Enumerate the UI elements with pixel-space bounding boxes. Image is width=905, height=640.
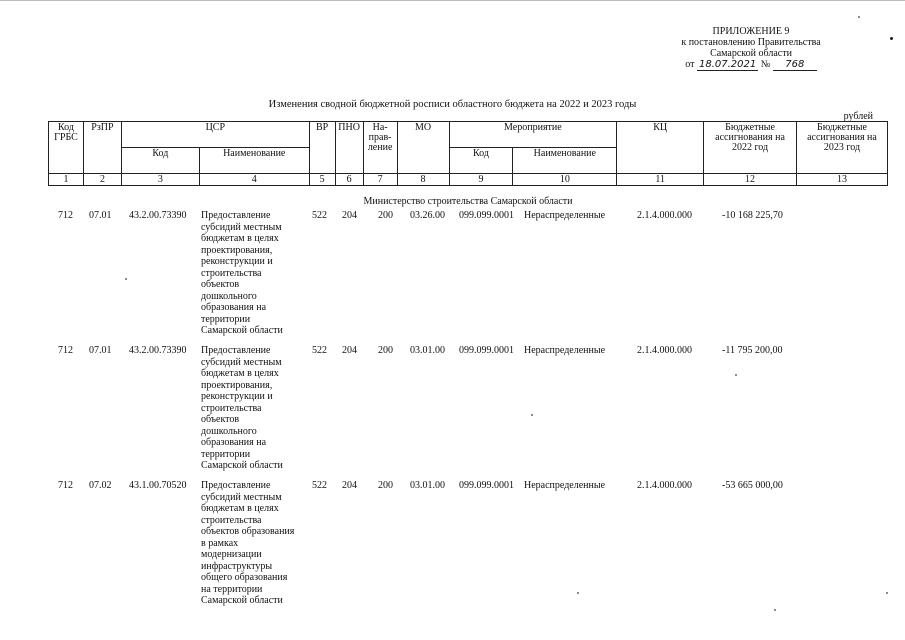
scan-speck [735, 374, 737, 376]
cell-mo: 03.01.00 [410, 345, 445, 356]
scan-speck [774, 609, 776, 611]
cell-pno: 204 [342, 480, 357, 491]
cell-grbs: 712 [58, 480, 73, 491]
table-header [48, 121, 888, 186]
header-direction: На-прав-ление [363, 122, 397, 174]
scan-speck [886, 592, 888, 594]
document-title: Изменения сводной бюджетной росписи областного бюджета на 2022 и 2023 годы [268, 99, 637, 110]
col-num: 1 [49, 174, 84, 186]
header-mo: МО [397, 122, 449, 174]
appendix-date: 18.07.2021 [698, 59, 757, 70]
cell-grbs: 712 [58, 345, 73, 356]
cell-csr-code: 43.2.00.73390 [129, 345, 187, 356]
appendix-region: Самарской области [710, 48, 792, 59]
cell-event-code: 099.099.0001 [459, 480, 514, 491]
cell-event-name: Нераспределенные [524, 480, 606, 491]
col-num: 13 [796, 174, 887, 186]
cell-csr-name: Предоставление субсидий местным бюджетам в целях проектирования, реконструкции и строительства объектов дошкольного образования на территории Самарской области [201, 345, 283, 471]
col-num: 7 [363, 174, 397, 186]
cell-direction: 200 [378, 345, 393, 356]
cell-csr-code: 43.1.00.70520 [129, 480, 187, 491]
col-num: 3 [121, 174, 199, 186]
cell-alloc-2022: -53 665 000,00 [722, 480, 783, 491]
cell-csr-name: Предоставление субсидий местным бюджетам в целях проектирования, реконструкции и строительства объектов дошкольного образования на территории Самарской области [201, 210, 283, 336]
cell-direction: 200 [378, 210, 393, 221]
header-csr-name: Наименование [199, 148, 309, 174]
header-kc: КЦ [617, 122, 704, 174]
col-num: 12 [704, 174, 797, 186]
cell-grbs: 712 [58, 210, 73, 221]
header-pno: ПНО [335, 122, 363, 174]
cell-rzpr: 07.01 [89, 210, 112, 221]
col-num: 8 [397, 174, 449, 186]
ministry-heading: Министерство строительства Самарской области [363, 196, 573, 207]
header-rzpr: РзПР [83, 122, 121, 174]
scan-speck [858, 16, 860, 18]
cell-event-name: Нераспределенные [524, 345, 606, 356]
appendix-from-label: от [685, 59, 695, 70]
header-grbs: Код ГРБС [49, 122, 84, 174]
appendix-number-label: № [760, 59, 771, 70]
cell-kc: 2.1.4.000.000 [637, 480, 692, 491]
col-num: 4 [199, 174, 309, 186]
col-num: 6 [335, 174, 363, 186]
cell-kc: 2.1.4.000.000 [637, 210, 692, 221]
cell-alloc-2022: -10 168 225,70 [722, 210, 783, 221]
cell-vr: 522 [312, 210, 327, 221]
header-event: Мероприятие [449, 122, 617, 148]
header-vr: ВР [309, 122, 335, 174]
units-label: рублей [843, 111, 873, 122]
cell-csr-code: 43.2.00.73390 [129, 210, 187, 221]
scan-speck [890, 37, 893, 40]
col-num: 10 [513, 174, 617, 186]
appendix-block [661, 26, 841, 71]
col-num: 2 [83, 174, 121, 186]
header-event-name: Наименование [513, 148, 617, 174]
cell-pno: 204 [342, 345, 357, 356]
cell-pno: 204 [342, 210, 357, 221]
scan-speck [577, 592, 579, 594]
col-num: 9 [449, 174, 513, 186]
appendix-date-line [661, 59, 841, 71]
cell-direction: 200 [378, 480, 393, 491]
header-event-code: Код [449, 148, 513, 174]
cell-kc: 2.1.4.000.000 [637, 345, 692, 356]
scan-speck [125, 278, 127, 280]
cell-rzpr: 07.01 [89, 345, 112, 356]
cell-rzpr: 07.02 [89, 480, 112, 491]
cell-event-code: 099.099.0001 [459, 210, 514, 221]
cell-alloc-2022: -11 795 200,00 [722, 345, 783, 356]
cell-vr: 522 [312, 345, 327, 356]
col-num: 11 [617, 174, 704, 186]
appendix-number: 768 [773, 59, 817, 71]
cell-event-code: 099.099.0001 [459, 345, 514, 356]
cell-vr: 522 [312, 480, 327, 491]
cell-csr-name: Предоставление субсидий местным бюджетам в целях строительства объектов образования в рамках модернизации инфраструктуры общего образования на территории Самарской области [201, 480, 295, 606]
appendix-title: ПРИЛОЖЕНИЕ 9 [712, 26, 790, 37]
cell-mo: 03.01.00 [410, 480, 445, 491]
scan-edge-line [0, 0, 905, 1]
scan-speck [531, 414, 533, 416]
header-alloc-2023: Бюджетные ассигнования на 2023 год [796, 122, 887, 174]
header-alloc-2022: Бюджетные ассигнования на 2022 год [704, 122, 797, 174]
cell-mo: 03.26.00 [410, 210, 445, 221]
header-csr-code: Код [121, 148, 199, 174]
header-csr: ЦСР [121, 122, 309, 148]
appendix-resolution: к постановлению Правительства [681, 37, 821, 48]
cell-event-name: Нераспределенные [524, 210, 606, 221]
col-num: 5 [309, 174, 335, 186]
